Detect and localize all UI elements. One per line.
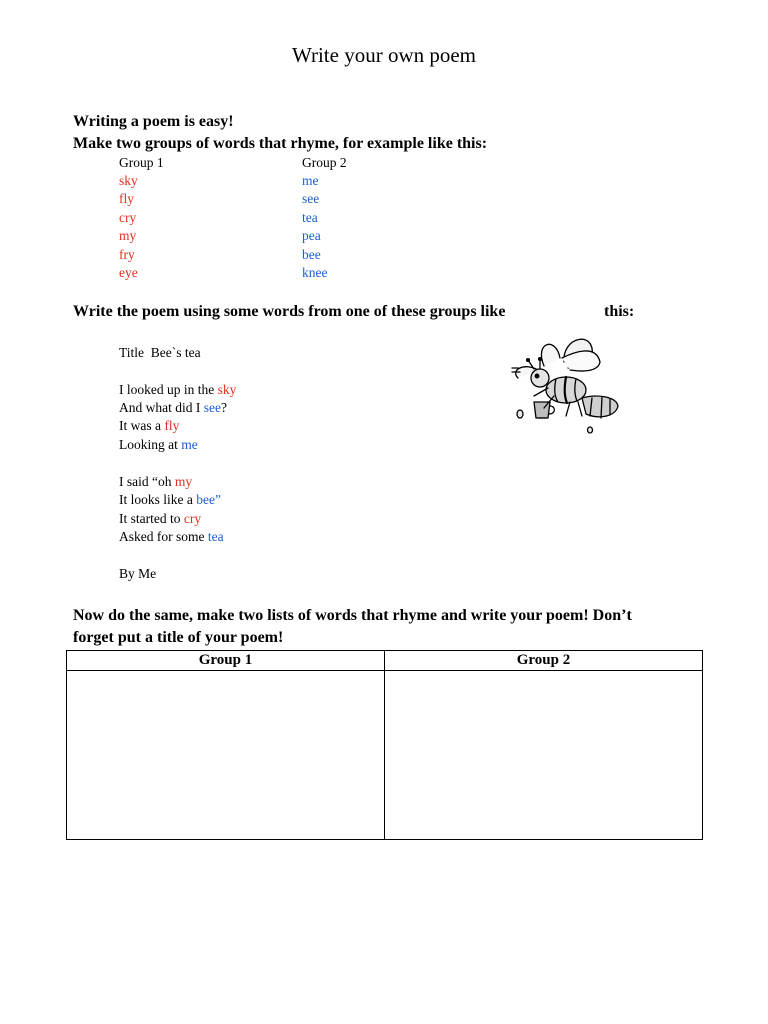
poem-line: I looked up in the sky	[119, 382, 237, 397]
poem-line: Looking at me	[119, 437, 198, 452]
rhyme-word: bee”	[196, 492, 221, 507]
group-2-word: knee	[302, 265, 328, 280]
group-1-word: sky	[119, 173, 138, 188]
group-2-word: see	[302, 191, 320, 206]
poem-line: It started to cry	[119, 511, 202, 526]
group-2-word: tea	[302, 210, 318, 225]
rhyme-word: sky	[217, 382, 237, 397]
group-2-word: me	[302, 173, 319, 188]
page-title: Write your own poem	[291, 43, 477, 67]
group-1-word: fly	[119, 191, 134, 206]
poem-line: It was a fly	[119, 418, 180, 433]
table-header-group-2: Group 2	[385, 651, 703, 671]
group-1-word: fry	[119, 247, 135, 262]
group-2-header: Group 2	[302, 155, 347, 170]
task-line-2: forget put a title of your poem!	[73, 629, 284, 646]
instruction-text-end: this:	[604, 303, 635, 320]
poem-title: Bee`s tea	[150, 345, 201, 360]
poem-line: I said “oh my	[119, 474, 193, 489]
task-line-1: Now do the same, make two lists of words that rhyme and write your poem! Don’t	[73, 607, 632, 624]
poem-line: And what did I see?	[119, 400, 227, 415]
rhyme-word: fly	[164, 418, 180, 433]
group-2-answer-cell[interactable]	[385, 671, 703, 840]
poem-line: Asked for some tea	[119, 529, 224, 544]
rhyme-groups-table	[66, 650, 703, 840]
group-1-word: my	[119, 228, 137, 243]
rhyme-word: see	[203, 400, 221, 415]
table-header-group-1: Group 1	[67, 651, 385, 671]
group-2-word: pea	[302, 228, 321, 243]
intro-line-2: Make two groups of words that rhyme, for example like this:	[73, 135, 488, 152]
poem-title-line	[119, 345, 201, 361]
group-1-word: eye	[119, 265, 138, 280]
rhyme-word: me	[181, 437, 198, 452]
instruction-text: Write the poem using some words from one of these groups like	[73, 303, 506, 320]
rhyme-word: tea	[207, 529, 224, 544]
bee-clipart-icon	[504, 332, 622, 436]
rhyme-word: cry	[183, 511, 202, 526]
poem-signature: By Me	[119, 566, 157, 581]
poem-line: It looks like a bee”	[119, 492, 221, 507]
rhyme-word: my	[174, 474, 193, 489]
intro-line-1: Writing a poem is easy!	[73, 113, 234, 130]
group-1-word: cry	[119, 210, 137, 225]
poem-title-label: Title	[119, 345, 145, 360]
group-1-answer-cell[interactable]	[67, 671, 385, 840]
group-1-header: Group 1	[119, 155, 164, 170]
group-2-word: bee	[302, 247, 321, 262]
